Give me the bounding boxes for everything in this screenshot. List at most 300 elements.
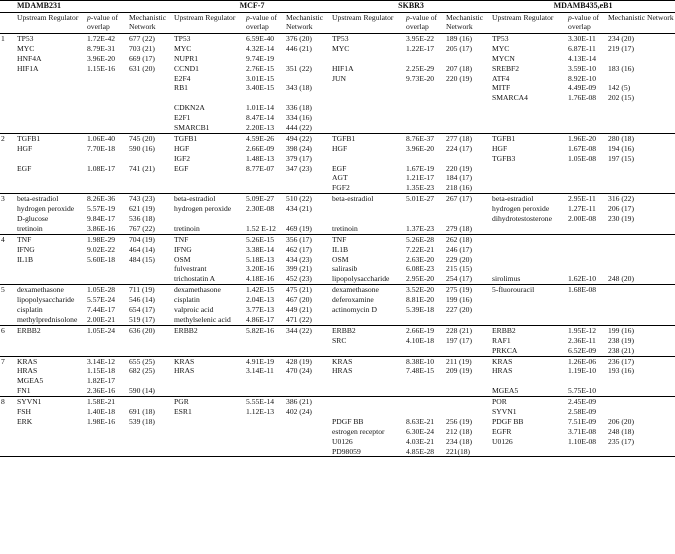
network-cell: 238 (19) [608, 335, 634, 345]
regulator-cell: MGEA5 [17, 376, 44, 386]
p-value-cell: 8.38E-10 [405, 356, 445, 366]
p-value-cell: 1.05E-28 [86, 285, 128, 295]
network-cell: 212 (18) [446, 426, 472, 436]
network-cell [607, 295, 675, 305]
p-value-cell [405, 214, 445, 224]
table-row [0, 356, 675, 366]
network-cell [607, 245, 675, 255]
table-row [0, 103, 675, 113]
network-cell [607, 224, 675, 234]
network-cell [128, 123, 173, 133]
p-value-cell: 1.05E-08 [568, 153, 597, 163]
p-value-cell [405, 204, 445, 214]
regulator-cell: PDGF BB [332, 416, 364, 426]
p-value-cell: 1.95E-12 [567, 325, 607, 335]
network-cell: 621 (19) [129, 204, 155, 214]
regulator-cell: beta-estradiol [173, 194, 245, 204]
p-value-cell: 1.98E-16 [87, 416, 116, 426]
p-value-cell: 8.63E-21 [406, 416, 435, 426]
regulator-cell: ATF4 [492, 73, 510, 83]
p-value-cell: 3.40E-15 [246, 83, 275, 93]
p-value-cell: 8.79E-31 [87, 43, 116, 53]
regulator-cell: TP53 [17, 34, 34, 43]
p-value-cell [86, 447, 128, 457]
p-value-cell [405, 54, 445, 64]
p-value-cell: 5.09E-27 [245, 194, 285, 204]
column-header-row [0, 13, 675, 34]
p-value-header-italic: p [406, 13, 410, 22]
p-value-cell: 3.77E-13 [246, 305, 275, 315]
regulator-cell: KRAS [491, 356, 567, 366]
p-value-cell [86, 154, 128, 164]
network-cell: 379 (17) [286, 153, 312, 163]
p-value-cell [245, 427, 285, 437]
regulator-cell: HNF4A [17, 53, 42, 63]
regulator-cell [16, 154, 86, 164]
p-value-cell: 1.67E-08 [568, 143, 597, 153]
p-value-header [245, 13, 285, 34]
regulator-cell: SYVN1 [492, 406, 517, 416]
p-value-cell [567, 103, 607, 113]
table-row [0, 346, 675, 356]
network-cell [285, 54, 331, 64]
group-number-cell [0, 204, 16, 214]
regulator-cell: TNF [173, 234, 245, 244]
regulator-cell: beta-estradiol [16, 194, 86, 204]
p-value-cell [405, 346, 445, 356]
group-number-cell: 4 [0, 234, 16, 244]
regulator-cell [16, 103, 86, 113]
p-value-cell: 2.76E-15 [246, 63, 275, 73]
table-row [0, 376, 675, 386]
p-value-cell [86, 103, 128, 113]
p-value-cell: 1.62E-10 [568, 274, 597, 284]
p-value-header-italic: p [568, 13, 572, 22]
table-row [0, 54, 675, 64]
network-cell: 246 (17) [446, 244, 472, 254]
network-cell: 344 (22) [285, 325, 331, 335]
p-value-cell [86, 427, 128, 437]
p-value-cell: 5.57E-24 [87, 295, 116, 305]
regulator-cell: actinomycin D [332, 305, 377, 315]
network-cell: 238 (21) [608, 345, 634, 355]
group-number-cell: 8 [0, 397, 16, 407]
network-cell: 711 (19) [128, 285, 173, 295]
regulator-cell: TGFB1 [16, 133, 86, 143]
p-value-cell: 1.42E-15 [245, 285, 285, 295]
network-cell: 464 (14) [129, 244, 155, 254]
p-value-cell: 3.59E-10 [568, 63, 597, 73]
p-value-cell [86, 264, 128, 274]
p-value-cell: 4.18E-16 [246, 274, 275, 284]
network-cell: 267 (17) [445, 194, 491, 204]
regulator-cell [491, 264, 567, 274]
network-cell: 386 (21) [285, 397, 331, 407]
network-cell: 334 (16) [286, 113, 312, 123]
network-cell: 205 (17) [446, 43, 472, 53]
network-cell: 669 (17) [129, 53, 155, 63]
network-cell: 446 (21) [286, 43, 312, 53]
network-cell: 399 (21) [286, 264, 312, 274]
network-cell: 704 (19) [128, 234, 173, 244]
network-cell: 183 (16) [608, 63, 634, 73]
regulator-cell: SYVN1 [16, 397, 86, 407]
regulator-cell [491, 376, 567, 386]
p-value-cell: 8.77E-07 [246, 163, 275, 173]
network-cell [445, 386, 491, 396]
network-cell [445, 83, 491, 93]
p-value-cell [405, 407, 445, 417]
regulator-cell: 5-fluorouracil [491, 285, 567, 295]
network-cell [445, 204, 491, 214]
p-value-cell [567, 123, 607, 133]
p-value-cell: 5.39E-18 [406, 305, 435, 315]
p-value-cell: 2.45E-09 [567, 397, 607, 407]
p-value-cell: 1.21E-17 [406, 173, 435, 183]
regulator-cell [173, 386, 245, 396]
regulator-cell [173, 376, 245, 386]
regulator-cell: lipopolysaccharide [17, 295, 75, 305]
regulator-cell [173, 183, 245, 193]
regulator-cell [173, 427, 245, 437]
group-number-cell: 1 [1, 34, 5, 43]
network-cell: 539 (18) [129, 416, 155, 426]
group-number-cell [0, 437, 16, 447]
network-cell: 336 (18) [286, 103, 312, 113]
p-value-cell: 9.73E-20 [406, 73, 435, 83]
network-cell: 536 (18) [129, 214, 155, 224]
p-value-cell: 2.30E-08 [246, 204, 275, 214]
network-cell [445, 54, 491, 64]
network-cell: 475 (21) [285, 285, 331, 295]
network-cell: 220 (19) [446, 163, 472, 173]
network-cell: 398 (24) [286, 143, 312, 153]
p-value-cell [567, 224, 607, 234]
regulator-cell [16, 173, 86, 183]
network-cell: 202 (15) [608, 93, 634, 103]
table-row [0, 386, 675, 396]
network-cell [285, 427, 331, 437]
network-cell: 235 (17) [608, 436, 634, 446]
group-number-cell [0, 154, 16, 164]
group-number-cell: 6 [0, 325, 16, 335]
regulator-cell [331, 386, 405, 396]
p-value-cell: 7.51E-09 [568, 416, 597, 426]
p-value-cell [245, 447, 285, 457]
p-value-cell: 8.81E-20 [406, 295, 435, 305]
regulator-cell: ERK [17, 416, 33, 426]
regulator-cell: TP53 [332, 34, 349, 43]
table-row [0, 74, 675, 84]
table-body [0, 34, 675, 457]
regulator-cell [491, 245, 567, 255]
p-value-cell: 2.66E-09 [246, 143, 275, 153]
network-cell [285, 173, 331, 183]
network-cell: 221(18) [445, 447, 491, 457]
regulator-cell [16, 274, 86, 284]
network-cell [128, 427, 173, 437]
p-value-cell: 4.59E-26 [245, 133, 285, 143]
p-value-cell: 5.26E-15 [245, 234, 285, 244]
regulator-cell: NUPR1 [174, 53, 199, 63]
table-row [0, 366, 675, 376]
regulator-cell: IGF2 [174, 153, 191, 163]
regulator-cell: SREBF2 [492, 63, 520, 73]
group-number-cell [0, 164, 16, 174]
network-cell: 546 (14) [129, 295, 155, 305]
p-value-header [567, 13, 607, 34]
p-value-cell: 9.84E-17 [87, 214, 116, 224]
group-number-cell [0, 44, 16, 54]
network-cell: 275 (19) [445, 285, 491, 295]
regulator-cell [491, 305, 567, 315]
p-value-cell [86, 437, 128, 447]
p-value-cell: 1.27E-11 [568, 204, 596, 214]
table-row [0, 295, 675, 305]
network-cell [607, 54, 675, 64]
network-cell: 590 (16) [129, 143, 155, 153]
regulator-cell: MGEA5 [492, 386, 519, 396]
p-value-cell: 3.71E-08 [568, 426, 597, 436]
network-cell: 462 (17) [286, 244, 312, 254]
network-cell [285, 214, 331, 224]
p-value-cell: 5.82E-16 [245, 325, 285, 335]
regulator-cell: cisplatin [174, 295, 200, 305]
p-value-cell [567, 173, 607, 183]
regulator-cell: E2F1 [174, 113, 191, 123]
regulator-cell [491, 183, 567, 193]
network-cell: 745 (20) [128, 133, 173, 143]
p-value-cell: 4.03E-21 [406, 436, 435, 446]
regulator-cell: OSM [174, 254, 191, 264]
network-cell [285, 74, 331, 84]
network-cell [607, 407, 675, 417]
cell-line-header: SKBR3 [331, 1, 491, 13]
network-cell: 741 (21) [129, 163, 155, 173]
regulator-cell: fulvestrant [174, 264, 207, 274]
p-value-cell: 1.12E-13 [246, 406, 275, 416]
network-cell: 197 (17) [446, 335, 472, 345]
cell-line-header-row [0, 1, 675, 13]
regulator-cell: HGF [332, 143, 348, 153]
p-value-cell [567, 164, 607, 174]
p-value-cell: 3.96E-20 [406, 143, 435, 153]
p-value-cell [245, 417, 285, 427]
network-cell: 743 (23) [128, 194, 173, 204]
table-row [0, 285, 675, 295]
network-cell [607, 113, 675, 123]
p-value-cell: 1.22E-17 [406, 43, 435, 53]
regulator-cell: TP53 [492, 34, 509, 43]
group-number-cell [0, 315, 16, 325]
network-cell: 494 (22) [285, 133, 331, 143]
regulator-cell [331, 103, 405, 113]
network-cell [128, 173, 173, 183]
p-value-cell: 2.66E-19 [405, 325, 445, 335]
table-header [0, 1, 675, 34]
table-row [0, 305, 675, 315]
table-row [0, 417, 675, 427]
table-row [0, 183, 675, 193]
network-cell: 484 (15) [129, 254, 155, 264]
network-cell [607, 74, 675, 84]
regulator-cell: ESR1 [174, 406, 192, 416]
network-cell: 184 (17) [446, 173, 472, 183]
table-row [0, 336, 675, 346]
network-cell: 197 (15) [608, 153, 634, 163]
network-cell [285, 376, 331, 386]
network-cell [445, 346, 491, 356]
regulator-cell: U0126 [332, 436, 353, 446]
network-cell [445, 315, 491, 325]
upstream-regulator-header: Upstream Regulator [16, 13, 86, 34]
p-value-header-rest: -value of overlap [87, 13, 118, 32]
network-cell: 199 (16) [446, 295, 472, 305]
p-value-cell: 6.59E-40 [246, 34, 275, 43]
mechanistic-network-header: Mechanistic Network [128, 13, 173, 34]
p-value-cell: 1.98E-29 [86, 234, 128, 244]
mechanistic-network-header: Mechanistic Network [285, 13, 331, 34]
network-cell [607, 397, 675, 407]
network-cell: 351 (22) [286, 63, 312, 73]
regulator-cell [331, 397, 405, 407]
regulator-cell: TGFB1 [331, 133, 405, 143]
regulator-cell: PGR [173, 397, 245, 407]
network-cell: 519 (17) [129, 314, 155, 324]
p-value-cell: 2.63E-20 [406, 254, 435, 264]
group-number-cell: 5 [0, 285, 16, 295]
regulator-cell: sirolimus [492, 274, 521, 284]
table-row [0, 397, 675, 407]
network-cell [128, 437, 173, 447]
group-number-cell [0, 64, 16, 74]
group-number-cell [0, 224, 16, 234]
network-cell [445, 103, 491, 113]
network-cell: 703 (21) [129, 43, 155, 53]
regulator-cell: PD98059 [331, 447, 405, 457]
regulator-cell: HRAS [17, 366, 38, 376]
group-number-cell [0, 83, 16, 93]
network-cell [128, 83, 173, 93]
p-value-cell: 5.60E-18 [87, 254, 116, 264]
p-value-cell: 1.40E-18 [87, 406, 116, 416]
network-cell: 677 (22) [129, 34, 155, 43]
regulator-cell: E2F4 [174, 73, 191, 83]
p-value-cell [245, 93, 285, 103]
p-value-header [405, 13, 445, 34]
table-row [0, 255, 675, 265]
upstream-regulator-header: Upstream Regulator [331, 13, 405, 34]
p-value-cell: 5.26E-28 [405, 234, 445, 244]
table-row [0, 154, 675, 164]
corner-cell [0, 1, 16, 13]
p-value-cell: 1.01E-14 [246, 103, 275, 113]
p-value-cell [86, 346, 128, 356]
group-number-cell [0, 386, 16, 396]
p-value-cell: 1.37E-23 [406, 223, 435, 233]
table-row [0, 164, 675, 174]
regulator-cell [491, 315, 567, 325]
table-row [0, 264, 675, 274]
p-value-cell [86, 274, 128, 284]
regulator-cell: FN1 [17, 386, 31, 396]
p-value-cell: 1.68E-08 [567, 285, 607, 295]
group-number-cell [0, 113, 16, 123]
regulator-cell: CDKN2A [174, 103, 205, 113]
regulator-cell: SRC [332, 335, 347, 345]
regulator-cell [173, 214, 245, 224]
regulator-cell: SMARCA4 [492, 93, 528, 103]
network-cell: 277 (18) [445, 133, 491, 143]
network-cell [128, 183, 173, 193]
network-cell [607, 305, 675, 315]
p-value-cell [86, 183, 128, 193]
p-value-cell [245, 173, 285, 183]
regulator-cell: lipopolysaccharide [332, 274, 390, 284]
p-value-cell: 1.58E-21 [86, 397, 128, 407]
regulator-cell: ERBB2 [491, 325, 567, 335]
regulator-cell: RAF1 [492, 335, 511, 345]
p-value-cell: 1.96E-20 [567, 133, 607, 143]
table-row [0, 93, 675, 103]
regulator-cell: cisplatin [17, 305, 43, 315]
regulator-cell [16, 437, 86, 447]
table-row [0, 315, 675, 325]
network-cell: 631 (20) [129, 63, 155, 73]
p-value-cell [567, 245, 607, 255]
regulator-cell: TNF [16, 234, 86, 244]
regulator-cell: salirasib [332, 264, 358, 274]
p-value-header-rest: -value of overlap [568, 13, 600, 32]
network-cell: 510 (22) [285, 194, 331, 204]
p-value-cell: 7.70E-18 [87, 143, 116, 153]
regulator-cell: beta-estradiol [491, 194, 567, 204]
p-value-cell: 2.36E-16 [87, 386, 116, 396]
network-cell: 142 (5) [608, 83, 631, 93]
group-number-cell [0, 346, 16, 356]
table-row [0, 44, 675, 54]
network-cell [128, 397, 173, 407]
regulator-cell [331, 93, 405, 103]
group-number-cell [0, 144, 16, 154]
network-cell [128, 336, 173, 346]
network-cell [607, 255, 675, 265]
regulator-cell: U0126 [492, 436, 513, 446]
p-value-cell: 2.95E-20 [406, 274, 435, 284]
p-value-cell: 6.30E-24 [406, 426, 435, 436]
network-cell: 376 (20) [286, 34, 312, 43]
network-cell [285, 437, 331, 447]
regulator-cell [16, 183, 86, 193]
regulator-cell [16, 93, 86, 103]
regulator-cell [491, 113, 567, 123]
regulator-cell: hydrogen peroxide [492, 204, 550, 214]
regulator-cell [173, 336, 245, 346]
p-value-cell [567, 447, 607, 457]
network-cell: 227 (20) [446, 305, 472, 315]
network-cell [445, 154, 491, 164]
p-value-cell [245, 346, 285, 356]
network-cell: 224 (17) [446, 143, 472, 153]
table-row [0, 214, 675, 224]
cell-line-header: MDAMB435,eB1 [491, 1, 675, 13]
network-cell [607, 386, 675, 396]
network-cell: 236 (17) [607, 356, 675, 366]
group-number-cell [0, 103, 16, 113]
group-number-cell [0, 336, 16, 346]
network-cell: 467 (20) [286, 295, 312, 305]
p-value-cell: 4.85E-28 [405, 447, 445, 457]
